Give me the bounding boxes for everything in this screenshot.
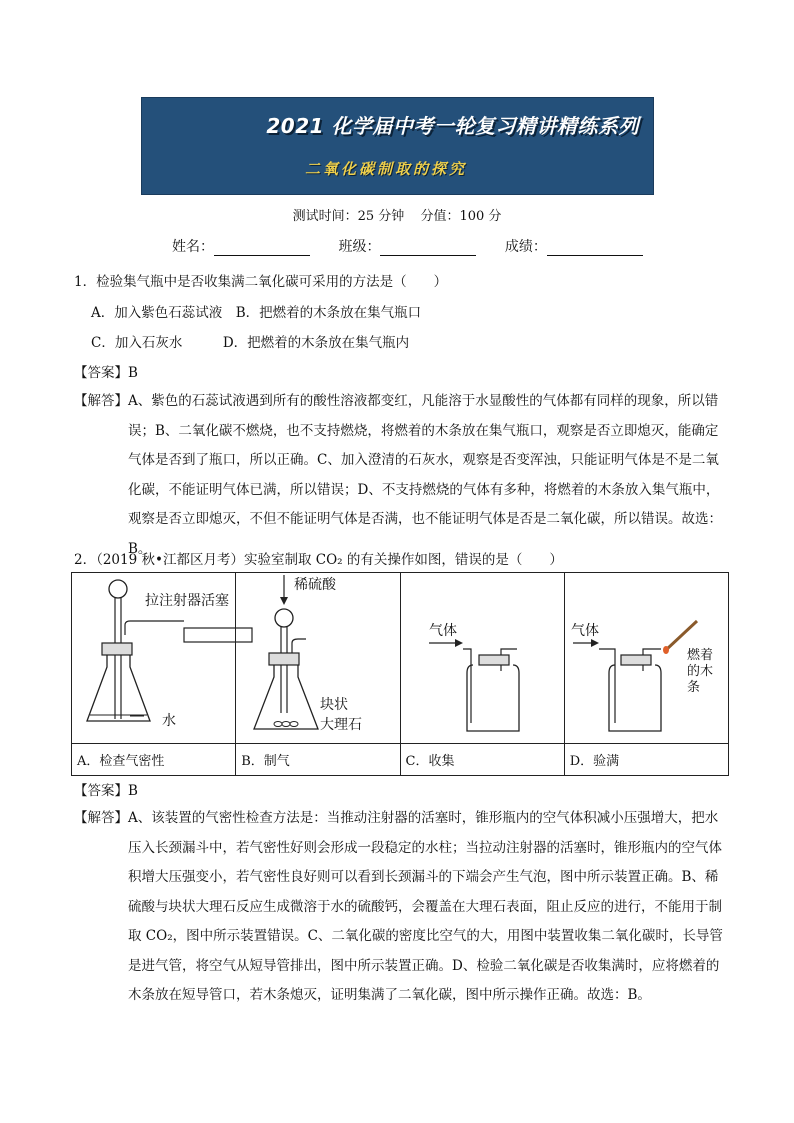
figure-b-cell: [236, 573, 400, 744]
name-field[interactable]: [214, 241, 310, 256]
figure-d-apparatus: [565, 573, 725, 739]
q2-figure-table: [71, 572, 729, 776]
q1-options-ab: A．加入紫色石蕊试液 B．把燃着的木条放在集气瓶口: [91, 305, 422, 321]
caption-a: A．检查气密性: [72, 744, 236, 776]
figure-a-cell: [72, 573, 236, 744]
figure-d-cell: [564, 573, 728, 744]
q1-stem: 1．检验集气瓶中是否收集满二氧化碳可采用的方法是（ ）: [74, 274, 448, 290]
figure-b-apparatus: [236, 573, 386, 739]
test-time: 测试时间：25 分钟: [292, 209, 405, 224]
q2-analysis-label: 【解答】: [74, 810, 128, 826]
test-score: 分值：100 分: [420, 209, 502, 224]
q1-analysis-text: A、紫色的石蕊试液遇到所有的酸性溶液都变红，凡能溶于水显酸性的气体都有同样的现象，所以错误；B、二氧化碳不燃烧，也不支持燃烧，将燃着的木条放在集气瓶口，观察是否立即熄灭，能确定气体是否到了瓶口，所以正确。C、加入澄清的石灰水，观察是否变浑浊，只能证明气体是不是二氧化碳，不能证明气体已满，所以错误；D、不支持燃烧的气体有多种，将燃着的木条放入集气瓶中，观察是否立即熄灭，不但不能证明气体是否满，也不能证明气体是否是二氧化碳，所以错误。故选：B。: [128, 393, 722, 557]
header-title: 2021 化学届中考一轮复习精讲精练系列: [266, 114, 639, 138]
figure-c-cell: [400, 573, 564, 744]
caption-b: B．制气: [236, 744, 400, 776]
class-label: 班级：: [338, 239, 381, 255]
figure-a-apparatus: [72, 573, 229, 739]
figure-c-apparatus: [401, 573, 547, 739]
grade-label: 成绩：: [504, 239, 547, 255]
figure-c-gas-label: 气体: [428, 623, 457, 639]
figure-d-gas-label: 气体: [570, 623, 599, 639]
caption-c: C．收集: [400, 744, 564, 776]
grade-field[interactable]: [547, 241, 643, 256]
figure-d-stick-line3: 条: [686, 680, 700, 695]
figure-b-stone-line1: 块状: [320, 697, 349, 713]
q2-answer: 【答案】B: [74, 783, 138, 799]
name-label: 姓名：: [172, 239, 214, 255]
q1-analysis: [74, 387, 724, 564]
caption-d: D．验满: [564, 744, 728, 776]
test-meta: [0, 205, 794, 224]
header-banner: [141, 97, 654, 195]
figure-d-stick-line2: 的木: [686, 664, 713, 679]
figure-a-water: 水: [162, 713, 176, 729]
q1-analysis-label: 【解答】: [74, 393, 128, 409]
q1-options-cd: C．加入石灰水 D．把燃着的木条放在集气瓶内: [91, 335, 410, 351]
flame-icon: [663, 646, 669, 654]
figure-d-stick-line1: 燃着: [686, 648, 713, 663]
q1-answer: 【答案】B: [74, 365, 138, 381]
q2-stem: 2．（2019 秋•江都区月考）实验室制取 CO₂ 的有关操作如图，错误的是（ ）: [74, 552, 563, 568]
student-info: [172, 236, 667, 256]
q2-analysis-text: A、该装置的气密性检查方法是：当推动注射器的活塞时，锥形瓶内的空气体积减小压强增大，把水压入长颈漏斗中，若气密性好则会形成一段稳定的水柱；当拉动注射器的活塞时，锥形瓶内的空气体积增大压强变小，若气密性良好则可以看到长颈漏斗的下端会产生气泡，图中所示装置正确。B、稀硫酸与块状大理石反应生成微溶于水的硫酸钙，会覆盖在大理石表面，阻止反应的进行，不能用于制取 CO₂，图中所示装置错误。C、二氧化碳的密度比空气的大，用图中装置收集二氧化碳时，长导管是进气管，将空气从短导管排出，图中所示装置正确。D、检验二氧化碳是否收集满时，应将燃着的木条放在短导管口，若木条熄灭，证明集满了二氧化碳，图中所示操作正确。故选：B。: [128, 810, 723, 1003]
q2-analysis: [74, 804, 724, 1011]
figure-b-stone-line2: 大理石: [320, 717, 363, 733]
class-field[interactable]: [380, 241, 476, 256]
figure-a-label: 拉注射器活塞: [145, 593, 229, 609]
figure-b-label: 稀硫酸: [294, 577, 337, 593]
header-subtitle: 二氧化碳制取的探究: [305, 160, 468, 178]
